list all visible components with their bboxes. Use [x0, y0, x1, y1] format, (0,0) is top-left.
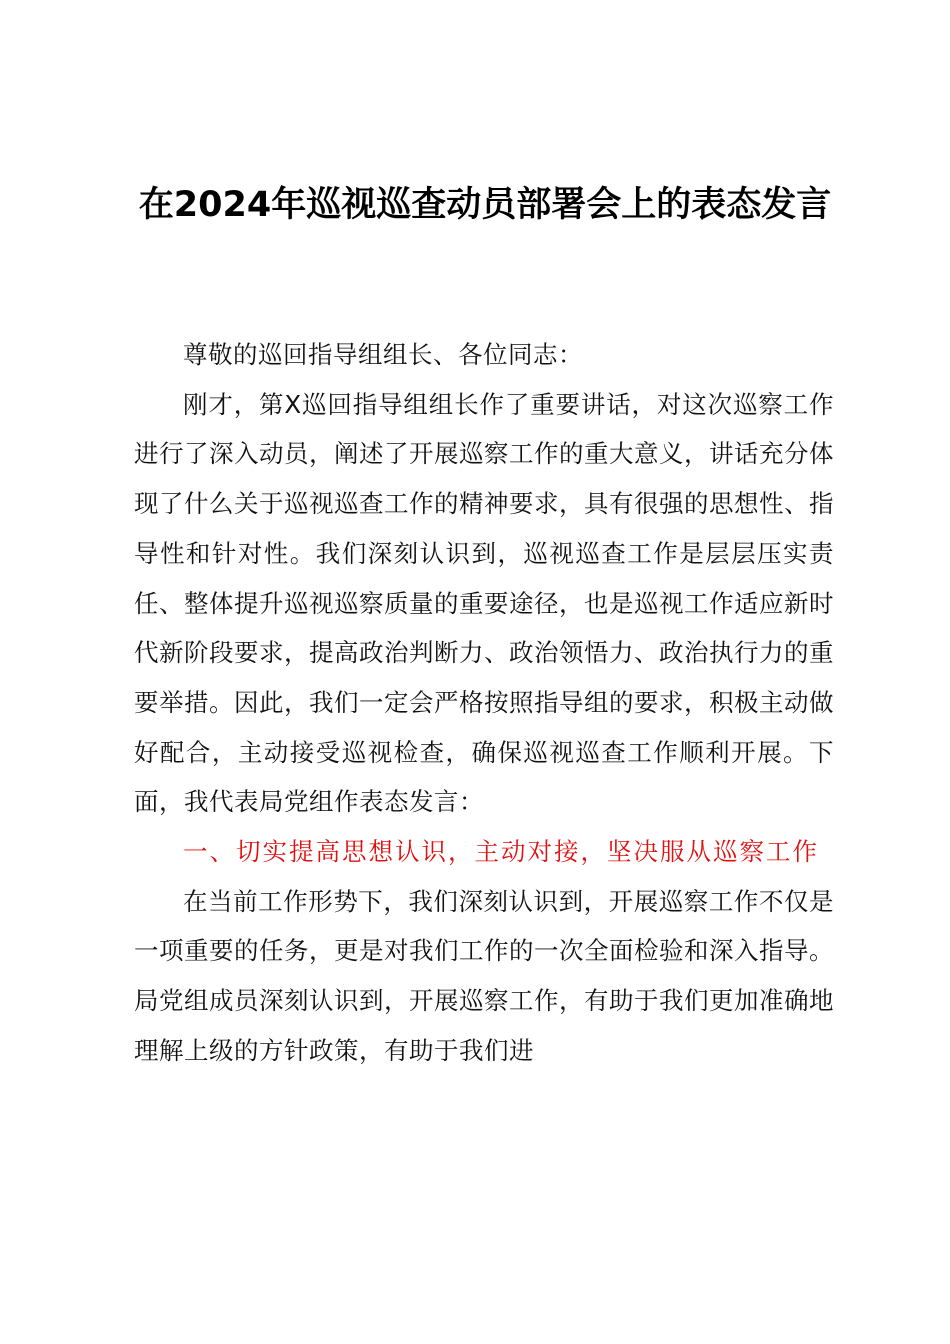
document-body	[134, 330, 834, 1076]
section-heading-1: 一、切实提高思想认识，主动对接，坚决服从巡察工作	[183, 837, 819, 867]
paragraph-section-1: 在当前工作形势下，我们深刻认识到，开展巡察工作不仅是一项重要的任务，更是对我们工作的一次全面检验和深入指导。局党组成员深刻认识到，开展巡察工作，有助于我们更加准确地理解上级的方针政策，有助于我们进	[134, 886, 834, 1065]
salutation: 尊敬的巡回指导组组长、各位同志：	[183, 340, 583, 369]
document-title: 在2024年巡视巡查动员部署会上的表态发言	[138, 185, 832, 225]
paragraph-intro: 刚才，第X巡回指导组组长作了重要讲话，对这次巡察工作进行了深入动员，阐述了开展巡察工作的重大意义，讲话充分体现了什么关于巡视巡查工作的精神要求，具有很强的思想性、指导性和针对性。我们深刻认识到，巡视巡查工作是层层压实责任、整体提升巡视巡察质量的重要途径，也是巡视工作适应新时代新阶段要求，提高政治判断力、政治领悟力、政治执行力的重要举措。因此，我们一定会严格按照指导组的要求，积极主动做好配合，主动接受巡视检查，确保巡视巡查工作顺利开展。下面，我代表局党组作表态发言：	[134, 389, 834, 817]
